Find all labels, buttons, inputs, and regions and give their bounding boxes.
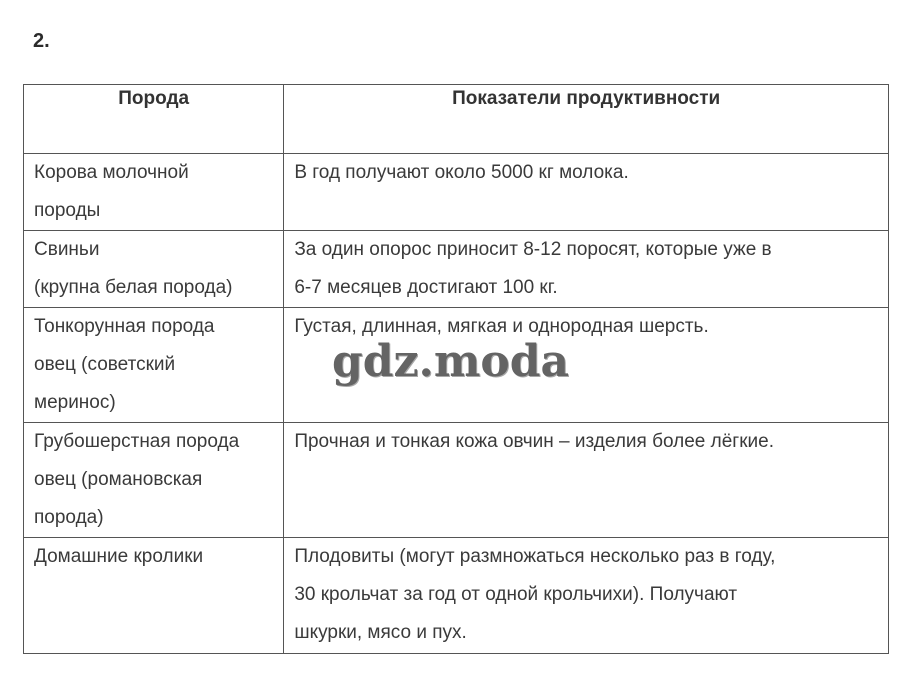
productivity-cell <box>284 231 889 308</box>
productivity-table <box>23 84 889 654</box>
productivity-cell <box>284 423 889 538</box>
breed-text: Домашние кролики <box>34 546 204 567</box>
productivity-text: В год получают около 5000 кг молока. <box>294 162 629 183</box>
breed-text: Корова молочной породы <box>34 162 189 221</box>
table-row <box>24 423 889 538</box>
table-header-row <box>24 85 889 154</box>
breed-cell <box>24 538 284 654</box>
watermark-logo: gdz.moda <box>332 336 570 387</box>
header-productivity: Показатели продуктивности <box>284 85 889 154</box>
productivity-text: За один опорос приносит 8-12 поросят, которые уже в 6-7 месяцев достигают 100 кг. <box>294 239 772 298</box>
breed-text: Свиньи (крупна белая порода) <box>34 239 233 298</box>
productivity-text: Густая, длинная, мягкая и однородная шерсть. <box>294 316 709 337</box>
task-number: 2. <box>33 30 50 52</box>
productivity-cell <box>284 538 889 654</box>
table-row <box>24 231 889 308</box>
table-row <box>24 538 889 654</box>
productivity-cell <box>284 154 889 231</box>
breed-cell <box>24 154 284 231</box>
breed-cell <box>24 308 284 423</box>
productivity-text: Прочная и тонкая кожа овчин – изделия более лёгкие. <box>294 431 774 452</box>
table-row <box>24 154 889 231</box>
table-row <box>24 308 889 423</box>
breed-cell <box>24 231 284 308</box>
productivity-cell <box>284 308 889 423</box>
breed-cell <box>24 423 284 538</box>
breed-text: Грубошерстная порода овец (романовская порода) <box>34 431 240 528</box>
header-breed: Порода <box>24 85 284 154</box>
breed-text: Тонкорунная порода овец (советский меринос) <box>34 316 215 413</box>
productivity-text: Плодовиты (могут размножаться несколько раз в году, 30 крольчат за год от одной крольчихи). Получают шкурки, мясо и пух. <box>294 546 776 643</box>
